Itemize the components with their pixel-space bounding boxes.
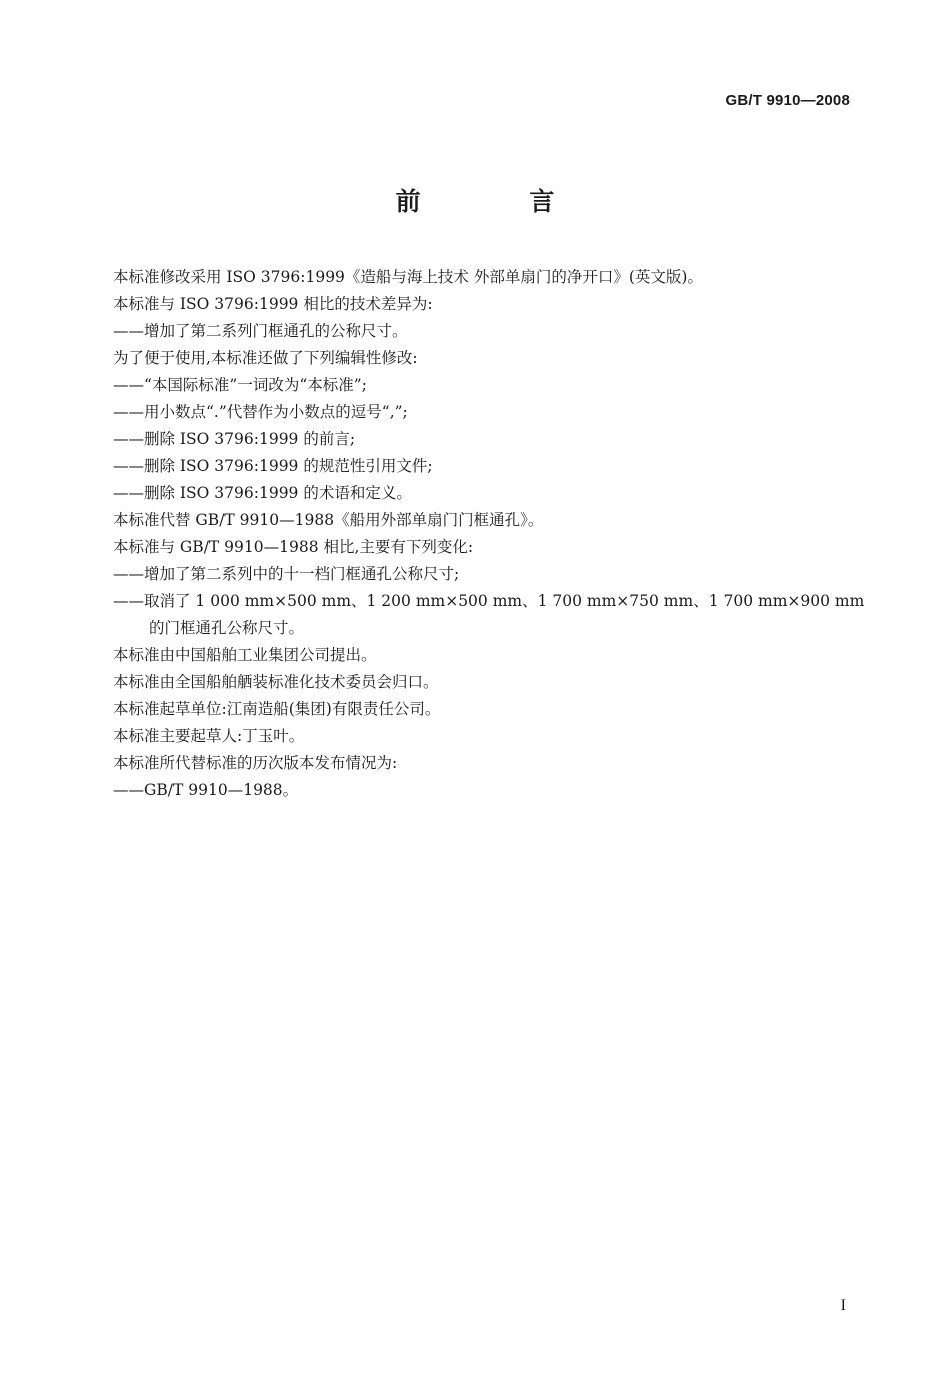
paragraph: 为了便于使用,本标准还做了下列编辑性修改:: [113, 349, 418, 367]
list-item: ——删除 ISO 3796:1999 的术语和定义。: [113, 484, 412, 502]
paragraph: 本标准与 ISO 3796:1999 相比的技术差异为:: [113, 295, 433, 313]
list-item: ——取消了 1 000 mm×500 mm、1 200 mm×500 mm、1 700 mm×750 mm、1 700 mm×900 mm: [113, 592, 865, 610]
paragraph: 本标准所代替标准的历次版本发布情况为:: [113, 754, 398, 772]
list-item: ——用小数点“.”代替作为小数点的逗号“,”;: [113, 403, 408, 421]
foreword-body: [113, 264, 863, 804]
paragraph: 本标准由全国船舶舾装标准化技术委员会归口。: [113, 673, 439, 691]
list-item: ——“本国际标准”一词改为“本标准”;: [113, 376, 367, 394]
paragraph: 本标准主要起草人:丁玉叶。: [113, 727, 305, 745]
list-item-continuation: 的门框通孔公称尺寸。: [149, 619, 305, 637]
page-number: I: [840, 1297, 846, 1314]
paragraph: 本标准由中国船舶工业集团公司提出。: [113, 646, 377, 664]
paragraph: 本标准代替 GB/T 9910—1988《船用外部单扇门门框通孔》。: [113, 511, 544, 529]
paragraph: 本标准修改采用 ISO 3796:1999《造船与海上技术 外部单扇门的净开口》(英文版)。: [113, 268, 703, 286]
list-item: ——删除 ISO 3796:1999 的前言;: [113, 430, 356, 448]
paragraph: 本标准起草单位:江南造船(集团)有限责任公司。: [113, 700, 441, 718]
list-item: ——删除 ISO 3796:1999 的规范性引用文件;: [113, 457, 433, 475]
paragraph: 本标准与 GB/T 9910—1988 相比,主要有下列变化:: [113, 538, 474, 556]
list-item: ——增加了第二系列中的十一档门框通孔公称尺寸;: [113, 565, 460, 583]
standard-code: GB/T 9910—2008: [725, 92, 850, 109]
list-item: ——增加了第二系列门框通孔的公称尺寸。: [113, 322, 408, 340]
list-item: ——GB/T 9910—1988。: [113, 781, 299, 799]
page-title: 前 言: [395, 187, 605, 216]
